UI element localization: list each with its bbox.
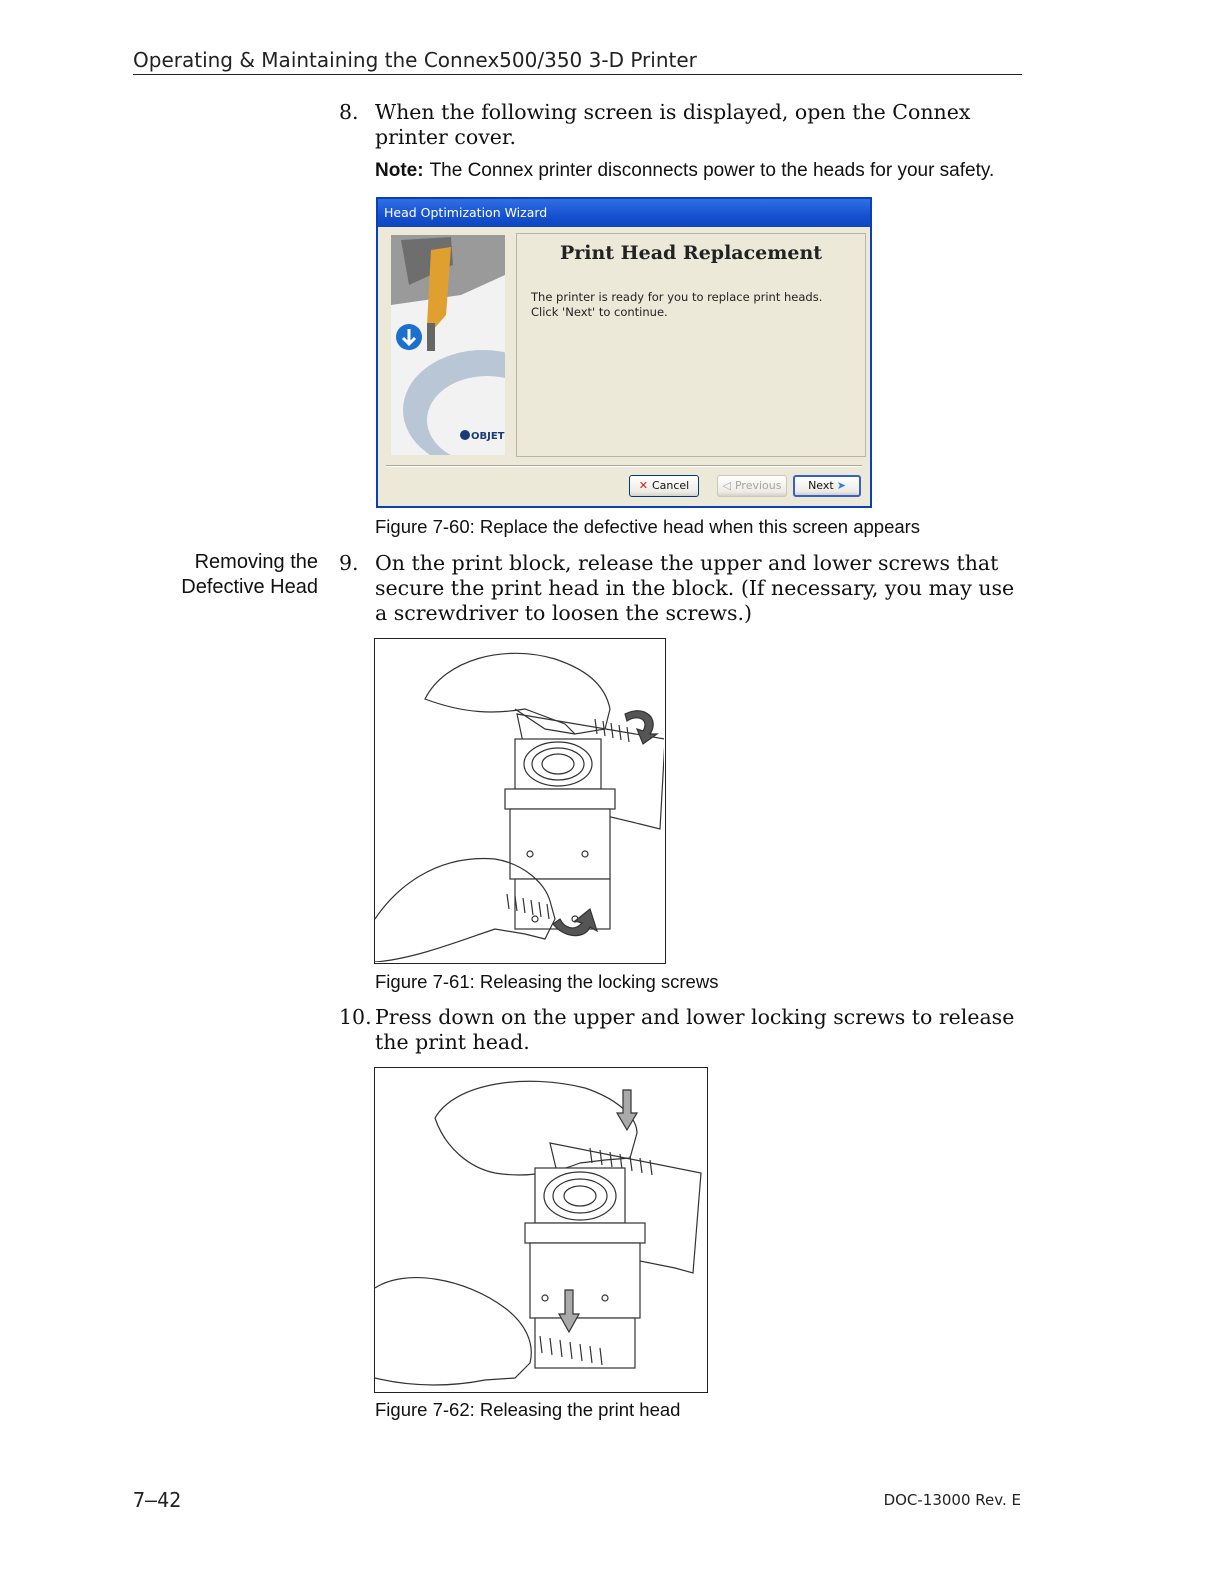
step-text: Press down on the upper and lower locking screws to release the print head. — [375, 1005, 1015, 1054]
previous-button[interactable] — [717, 475, 787, 497]
step-number: 10. — [339, 1005, 372, 1029]
page-number: 7–42 — [133, 1488, 182, 1512]
panel-title: Print Head Replacement — [559, 242, 823, 264]
section-side-heading — [140, 550, 318, 600]
head-optimization-wizard-window — [376, 197, 872, 508]
figure-caption-7-62: Figure 7-62: Releasing the print head — [375, 1399, 681, 1420]
panel-text — [531, 290, 822, 320]
cancel-label: Cancel — [651, 479, 690, 492]
forward-arrow-icon: ➤ — [836, 479, 846, 492]
step-10 — [339, 1005, 1029, 1057]
wizard-content-panel — [516, 233, 866, 457]
figure-7-62-illustration — [374, 1067, 708, 1393]
step-number: 8. — [339, 100, 359, 124]
cancel-button[interactable] — [629, 475, 699, 497]
wizard-title-bar: Head Optimization Wizard — [378, 199, 870, 227]
panel-line-2: Click 'Next' to continue. — [531, 305, 668, 319]
step-text: When the following screen is displayed, open the Connex printer cover. — [375, 100, 971, 149]
figure-caption-7-60: Figure 7-60: Replace the defective head when this screen appears — [375, 516, 921, 537]
figure-caption-7-61: Figure 7-61: Releasing the locking screws — [375, 971, 719, 992]
objet-logo: OBJET — [471, 431, 505, 442]
previous-label: Previous — [734, 479, 782, 492]
figure-7-61-illustration — [374, 638, 666, 964]
running-header: Operating & Maintaining the Connex500/350 3-D Printer — [133, 46, 1022, 75]
wizard-side-illustration — [391, 235, 505, 455]
step-text: On the print block, release the upper and lower screws that secure the print head in the block. (If necessary, you may use a screwdriver to loosen the screws.) — [375, 551, 1015, 625]
back-arrow-icon: ◁ — [722, 479, 731, 492]
step-8 — [339, 100, 1029, 152]
cancel-x-icon: ✕ — [638, 479, 648, 492]
side-heading-line-2: Defective Head — [181, 576, 318, 598]
wizard-separator — [386, 465, 862, 467]
step-number: 9. — [339, 551, 359, 575]
panel-line-1: The printer is ready for you to replace print heads. — [531, 290, 823, 304]
side-heading-line-1: Removing the — [194, 551, 318, 573]
note-label: Note: — [375, 160, 424, 181]
safety-note — [375, 159, 1035, 183]
next-button[interactable] — [793, 475, 861, 497]
step-9 — [339, 551, 1029, 627]
note-text: The Connex printer disconnects power to the heads for your safety. — [429, 160, 995, 181]
next-label: Next — [808, 479, 834, 492]
document-id: DOC-13000 Rev. E — [883, 1491, 1021, 1509]
